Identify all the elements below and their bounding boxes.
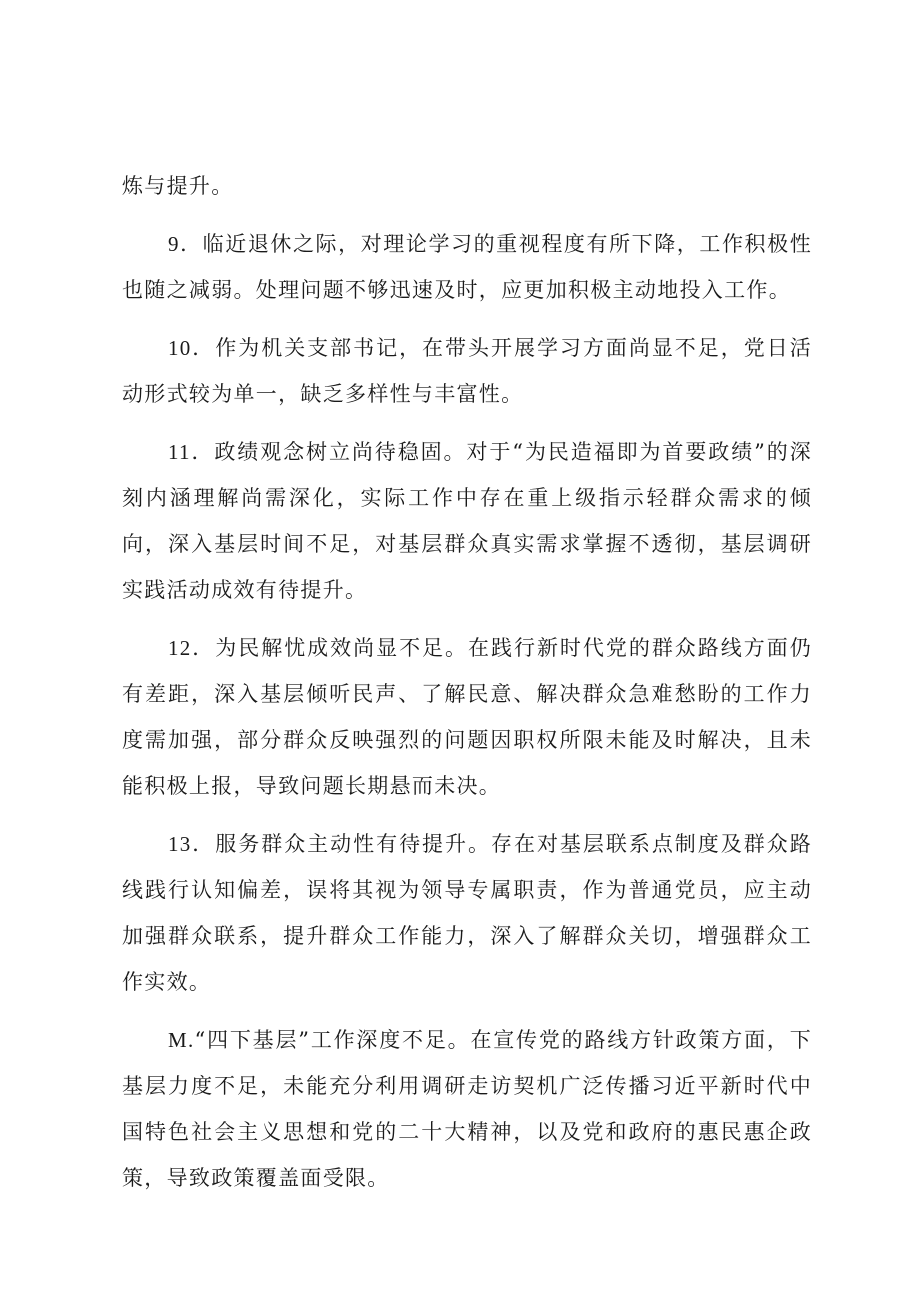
paragraph-number: 9 (168, 232, 180, 256)
paragraph-text: ．作为机关支部书记，在带头开展学习方面尚显不足，党日活动形式较为单一，缺乏多样性与丰富性。 (122, 336, 812, 406)
paragraph-text: ．服务群众主动性有待提升。存在对基层联系点制度及群众路线践行认知偏差，误将其视为领导专属职责，作为普通党员，应主动加强群众联系，提升群众工作能力，深入了解群众关切，增强群众工作实效。 (122, 832, 812, 994)
paragraph-text: ．政绩观念树立尚待稳固。对于“为民造福即为首要政绩”的深刻内涵理解尚需深化，实际工作中存在重上级指示轻群众需求的倾向，深入基层时间不足，对基层群众真实需求掌握不透彻，基层调研实践活动成效有待提升。 (122, 440, 812, 602)
paragraph-item-9 (122, 221, 812, 313)
paragraph-continuation (122, 163, 812, 209)
paragraph-number: 13 (168, 832, 192, 856)
paragraph-number: 10 (168, 336, 192, 360)
paragraph-text: “四下基层”工作深度不足。在宣传党的路线方针政策方面，下基层力度不足，未能充分利用调研走访契机广泛传播习近平新时代中国特色社会主义思想和党的二十大精神，以及党和政府的惠民惠企政策，导致政策覆盖面受限。 (122, 1028, 812, 1190)
paragraph-text: ．临近退休之际，对理论学习的重视程度有所下降，工作积极性也随之减弱。处理问题不够迅速及时，应更加积极主动地投入工作。 (122, 232, 812, 302)
paragraph-item-13 (122, 821, 812, 1005)
document-body (122, 163, 812, 1213)
paragraph-item-11 (122, 429, 812, 613)
paragraph-number: 12 (168, 636, 192, 660)
paragraph-item-12 (122, 625, 812, 809)
paragraph-text: ．为民解忧成效尚显不足。在践行新时代党的群众路线方面仍有差距，深入基层倾听民声、了解民意、解决群众急难愁盼的工作力度需加强，部分群众反映强烈的问题因职权所限未能及时解决，且未能积极上报，导致问题长期悬而未决。 (122, 636, 812, 798)
paragraph-number: 11 (168, 440, 191, 464)
paragraph-item-14 (122, 1017, 812, 1201)
paragraph-number: M. (168, 1028, 195, 1052)
paragraph-text: 炼与提升。 (122, 174, 234, 198)
paragraph-item-10 (122, 325, 812, 417)
